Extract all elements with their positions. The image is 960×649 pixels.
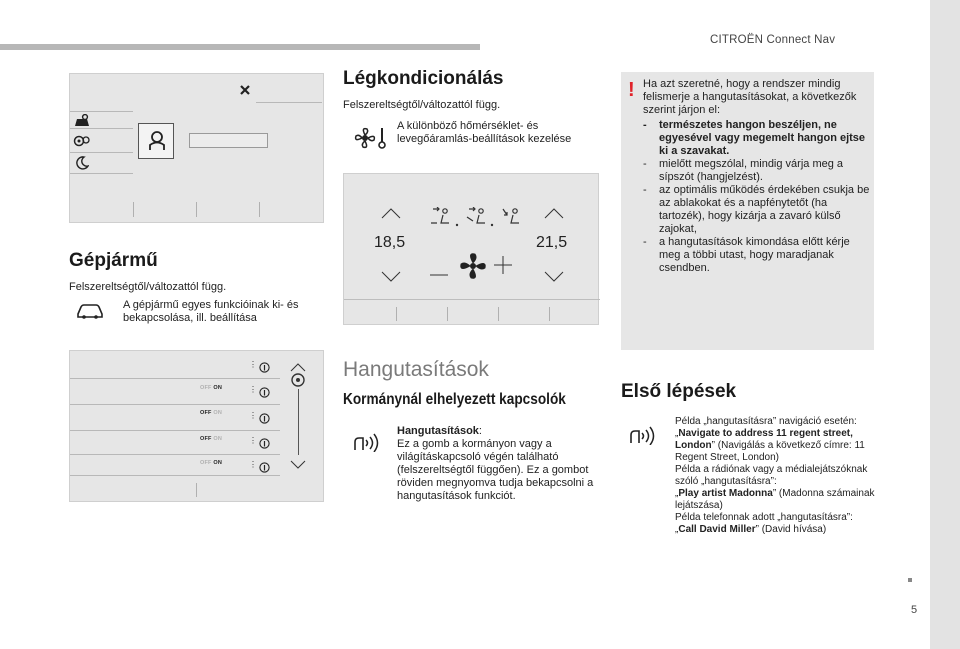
- voice-command-icon: [628, 423, 656, 450]
- voice-command-icon: [352, 430, 380, 457]
- info-icon[interactable]: [259, 360, 270, 378]
- voice-subtitle: Kormánynál elhelyezett kapcsolók: [343, 391, 566, 408]
- info-icon[interactable]: [259, 436, 270, 454]
- climate-title: Légkondicionálás: [343, 68, 504, 89]
- close-icon: [239, 83, 251, 101]
- info-icon[interactable]: [259, 385, 270, 403]
- brand-title: CITROËN Connect Nav: [710, 34, 836, 46]
- toggle-row-4[interactable]: OFF ON: [200, 460, 222, 466]
- more-icon: ⋮: [249, 411, 257, 420]
- person-icon: [147, 130, 167, 157]
- vehicle-note: Felszereltségtől/változattól függ.: [69, 281, 227, 293]
- airflow-face-icon[interactable]: [429, 207, 451, 230]
- climate-icon: [353, 125, 389, 156]
- more-icon: ⋮: [249, 360, 257, 369]
- switches-screen-illustration: [69, 350, 324, 502]
- list-item: - mielőtt megszólal, mindig várja meg a sípszót (hangjelzést).: [643, 158, 844, 183]
- temp-down-left-icon[interactable]: [381, 270, 401, 288]
- slider-track[interactable]: [189, 133, 268, 148]
- selected-function-tile[interactable]: [138, 123, 174, 159]
- temp-up-left-icon[interactable]: [381, 206, 401, 224]
- header-bar: [0, 44, 480, 50]
- settings-icon: [73, 134, 91, 153]
- more-icon: ⋮: [249, 436, 257, 445]
- climate-screen-illustration: [343, 173, 599, 325]
- command-example-media: Play artist Madonna: [678, 488, 773, 499]
- page-marker: [908, 578, 912, 582]
- info-icon[interactable]: [259, 411, 270, 429]
- fan-icon: [458, 251, 488, 286]
- first-steps-body: Példa „hangutasításra” navigáció esetén: „Navigate to address 11 regent street, London” (Navigálás a következő címre: 11 Regent Street, London) Példa a rádiónak vagy a médialejátszóknak szóló „hangutasításra”: „Play artist Madonna” (Madonna számainak lejátszása) Példa telefonnak adott „hangutasításra”: „Call David Miller” (David hívása): [675, 416, 875, 535]
- climate-description: A különböző hőmérséklet- és levegőáramlás-beállítások kezelése: [397, 120, 572, 145]
- toggle-row-3[interactable]: OFF ON: [200, 436, 222, 442]
- scroll-down-icon[interactable]: [290, 457, 306, 475]
- vehicle-screen-illustration: [69, 73, 324, 223]
- climate-note: Felszereltségtől/változattól függ.: [343, 99, 501, 111]
- voice-description: Ez a gomb a kormányon vagy a világításkapcsoló végén található (felszereltségtől függően). Ez a gombot röviden megnyomva tudja bekapcsolni a hangutasítások funkciót.: [397, 438, 594, 502]
- toggle-row-1[interactable]: OFF ON: [200, 385, 222, 391]
- first-steps-title: Első lépések: [621, 381, 737, 402]
- info-icon[interactable]: [259, 460, 270, 478]
- temperature-right: 21,5: [536, 234, 568, 251]
- temperature-left: 18,5: [374, 234, 406, 251]
- warning-icon: !: [628, 79, 635, 101]
- car-settings-icon: [74, 114, 90, 133]
- car-icon: [76, 302, 104, 325]
- list-item: - a hangutasítások kimondása előtt kérje meg a többi utast, hogy maradjanak csendben.: [643, 236, 850, 274]
- page-sidebar: [930, 0, 960, 649]
- toggle-row-2[interactable]: OFF ON: [200, 410, 222, 416]
- fan-decrease-icon[interactable]: [430, 264, 448, 282]
- voice-body: Hangutasítások: Ez a gomb a kormányon vagy a világításkapcsoló végén található (felszereltségtől függően). Ez a gombot röviden megnyomva tudja bekapcsolni a hangutasítások funkciót.: [397, 425, 594, 502]
- more-icon: ⋮: [249, 460, 257, 469]
- voice-label: Hangutasítások: [397, 425, 479, 437]
- vehicle-description: A gépjármű egyes funkcióinak ki- és bekapcsolása, ill. beállítása: [123, 299, 299, 324]
- command-example-phone: Call David Miller: [678, 524, 756, 535]
- airflow-face-feet-icon[interactable]: [465, 207, 487, 230]
- vehicle-title: Gépjármű: [69, 250, 158, 271]
- temp-down-right-icon[interactable]: [544, 270, 564, 288]
- more-icon: ⋮: [249, 385, 257, 394]
- fan-increase-icon[interactable]: [494, 256, 512, 279]
- separator-dot: [490, 214, 494, 232]
- airflow-feet-icon[interactable]: [499, 207, 521, 230]
- temp-up-right-icon[interactable]: [544, 206, 564, 224]
- voice-title: Hangutasítások: [343, 358, 489, 381]
- page-number: 5: [911, 604, 918, 616]
- list-item: - az optimális működés érdekében csukja be az ablakokat és a napfénytetőt (ha tartozék), hogy kizárja a zavaró külső zajokat,: [643, 184, 870, 235]
- warning-list: [643, 119, 871, 275]
- night-mode-icon: [75, 156, 89, 175]
- separator-dot: [455, 214, 459, 232]
- list-item: - természetes hangon beszéljen, ne egyesével vagy megemelt hangon ejtse ki a szavakat.: [643, 119, 866, 157]
- warning-intro: Ha azt szeretné, hogy a rendszer mindig felismerje a hangutasításokat, a következők szerint járjon el:: [643, 78, 857, 116]
- command-example-navigation: Navigate to address 11 regent street, London: [675, 428, 853, 451]
